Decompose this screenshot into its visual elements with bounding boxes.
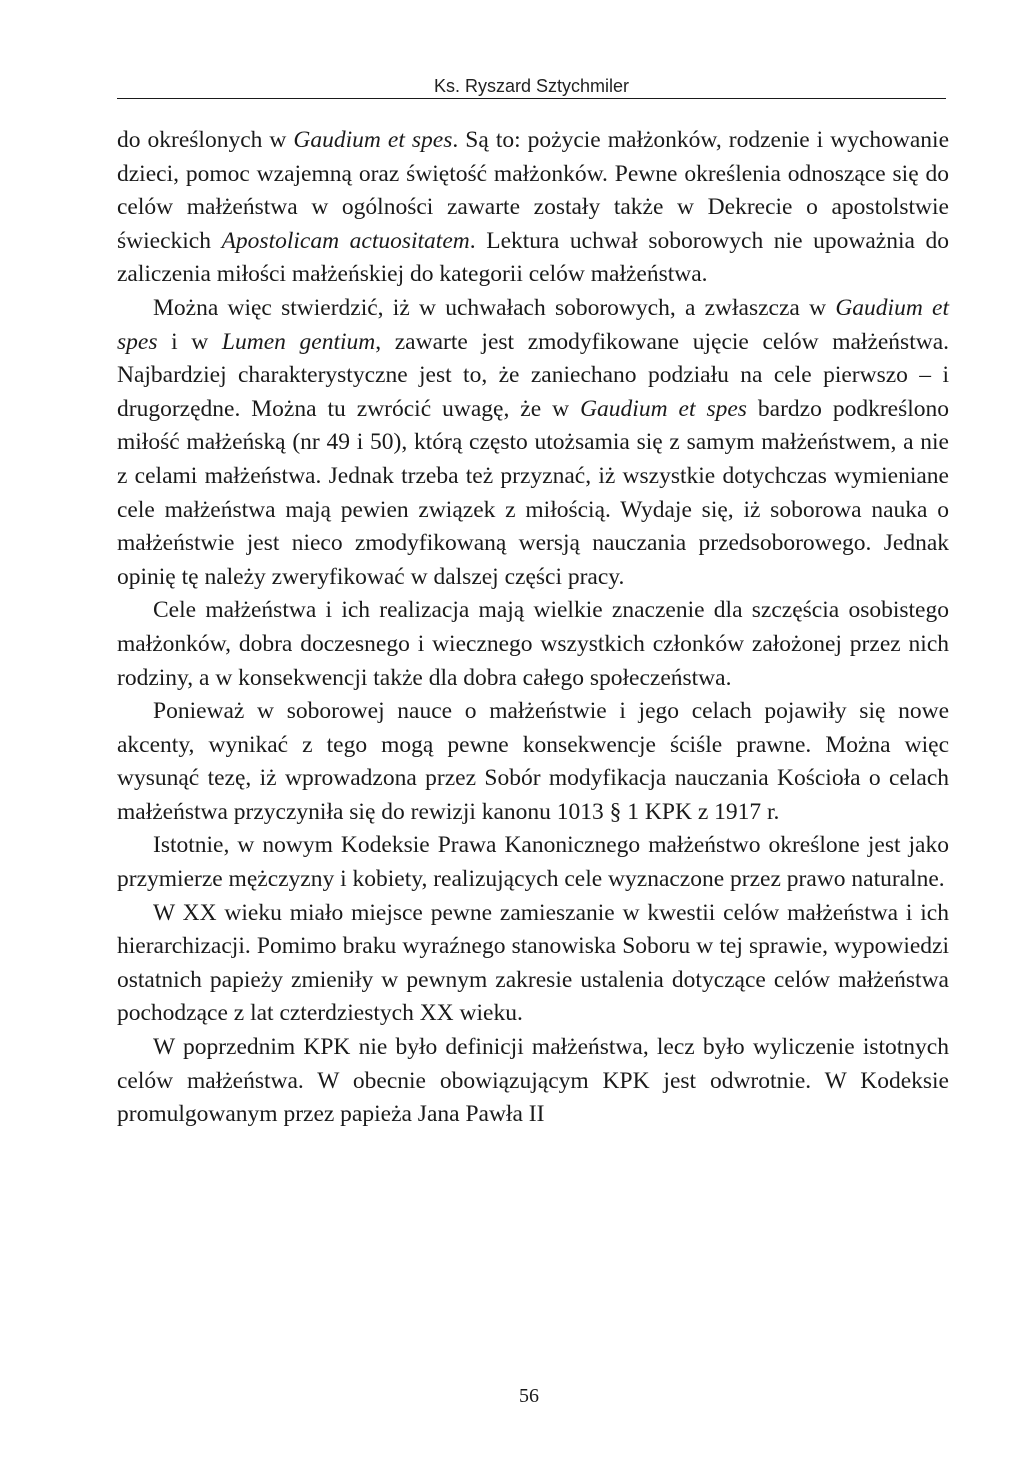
- text-run: i w: [157, 328, 222, 355]
- text-run: bardzo podkreślono miłość małżeńską (nr 49 i 50), którą często utożsamia się z samym małżeństwem, a nie z celami małżeństwa. Jednak trzeba też przyznać, iż wszystkie dotychczas wymieniane cele małżeństwa mają pewien związek z miłością. Wydaje się, iż soborowa nauka o małżeństwie jest nieco zmodyfikowaną wersją nauczania przedsoborowego. Jednak opinię tę należy zweryfikować w dalszej części pracy.: [117, 395, 950, 590]
- body-paragraph: [117, 829, 949, 896]
- page-number: 56: [519, 1385, 539, 1407]
- text-run: , zawarte jest zmodyfikowane ujęcie celów małżeństwa. Najbardziej charakterystyczne jest to, że zaniechano podziału na cele pierwszo – i drugorzędne. Można tu zwrócić uwagę, że w: [117, 328, 950, 422]
- running-header: Ks. Ryszard Sztychmiler: [117, 76, 946, 99]
- italic-title: Lumen gentium: [221, 328, 376, 355]
- italic-title: Gaudium et spes: [293, 127, 453, 153]
- body-paragraph: [117, 124, 949, 292]
- text-run: do określonych w: [117, 127, 294, 153]
- text-run: Ponieważ w soborowej nauce o małżeństwie i jego celach pojawiły się nowe akcenty, wynikać z tego mogą pewne konsekwencje ściśle prawne. Można więc wysunąć tezę, iż wprowadzona przez Sobór modyfikacja nauczania Kościoła o celach małżeństwa przyczyniła się do rewizji kanonu 1013 § 1 KPK z 1917 r.: [117, 698, 949, 825]
- body-paragraph: [117, 292, 949, 594]
- italic-title: Apostolicam actuositatem: [221, 227, 470, 254]
- body-paragraph: [117, 1031, 949, 1132]
- body-paragraph: [117, 695, 949, 829]
- text-run: Można więc stwierdzić, iż w uchwałach soborowych, a zwłaszcza w: [153, 294, 836, 321]
- text-run: . Są to: pożycie małżonków, rodzenie i wychowanie dzieci, pomoc wzajemną oraz świętość małżonków. Pewne określenia odnoszące się do celów małżeństwa w ogólności zawarte zostały także w Dekrecie o apostolstwie świeckich: [117, 127, 950, 254]
- text-run: . Lektura uchwał soborowych nie upoważnia do zaliczenia miłości małżeńskiej do kategorii celów małżeństwa.: [117, 227, 949, 288]
- text-run: W XX wieku miało miejsce pewne zamieszanie w kwestii celów małżeństwa i ich hierarchizacji. Pomimo braku wyraźnego stanowiska Soboru w tej sprawie, wypowiedzi ostatnich papieży zmieniły w pewnym zakresie ustalenia dotyczące celów małżeństwa pochodzące z lat czterdziestych XX wieku.: [117, 899, 949, 1027]
- page-body: [117, 124, 949, 1132]
- body-paragraph: [117, 594, 949, 695]
- italic-title: Gaudium et spes: [580, 395, 747, 422]
- text-run: Istotnie, w nowym Kodeksie Prawa Kanonicznego małżeństwo określone jest jako przymierze mężczyzny i kobiety, realizujących cele wyznaczone przez prawo naturalne.: [117, 832, 949, 893]
- text-run: W poprzednim KPK nie było definicji małżeństwa, lecz było wyliczenie istotnych celów małżeństwa. W obecnie obowiązującym KPK jest odwrotnie. W Kodeksie promulgowanym przez papieża Jana Pawła II: [117, 1034, 949, 1128]
- text-run: Cele małżeństwa i ich realizacja mają wielkie znaczenie dla szczęścia osobistego małżonków, dobra doczesnego i wiecznego wszystkich członków założonej przez nich rodziny, a w konsekwencji także dla dobra całego społeczeństwa.: [117, 597, 949, 691]
- body-paragraph: [117, 897, 949, 1031]
- italic-title: Gaudium et spes: [117, 294, 949, 355]
